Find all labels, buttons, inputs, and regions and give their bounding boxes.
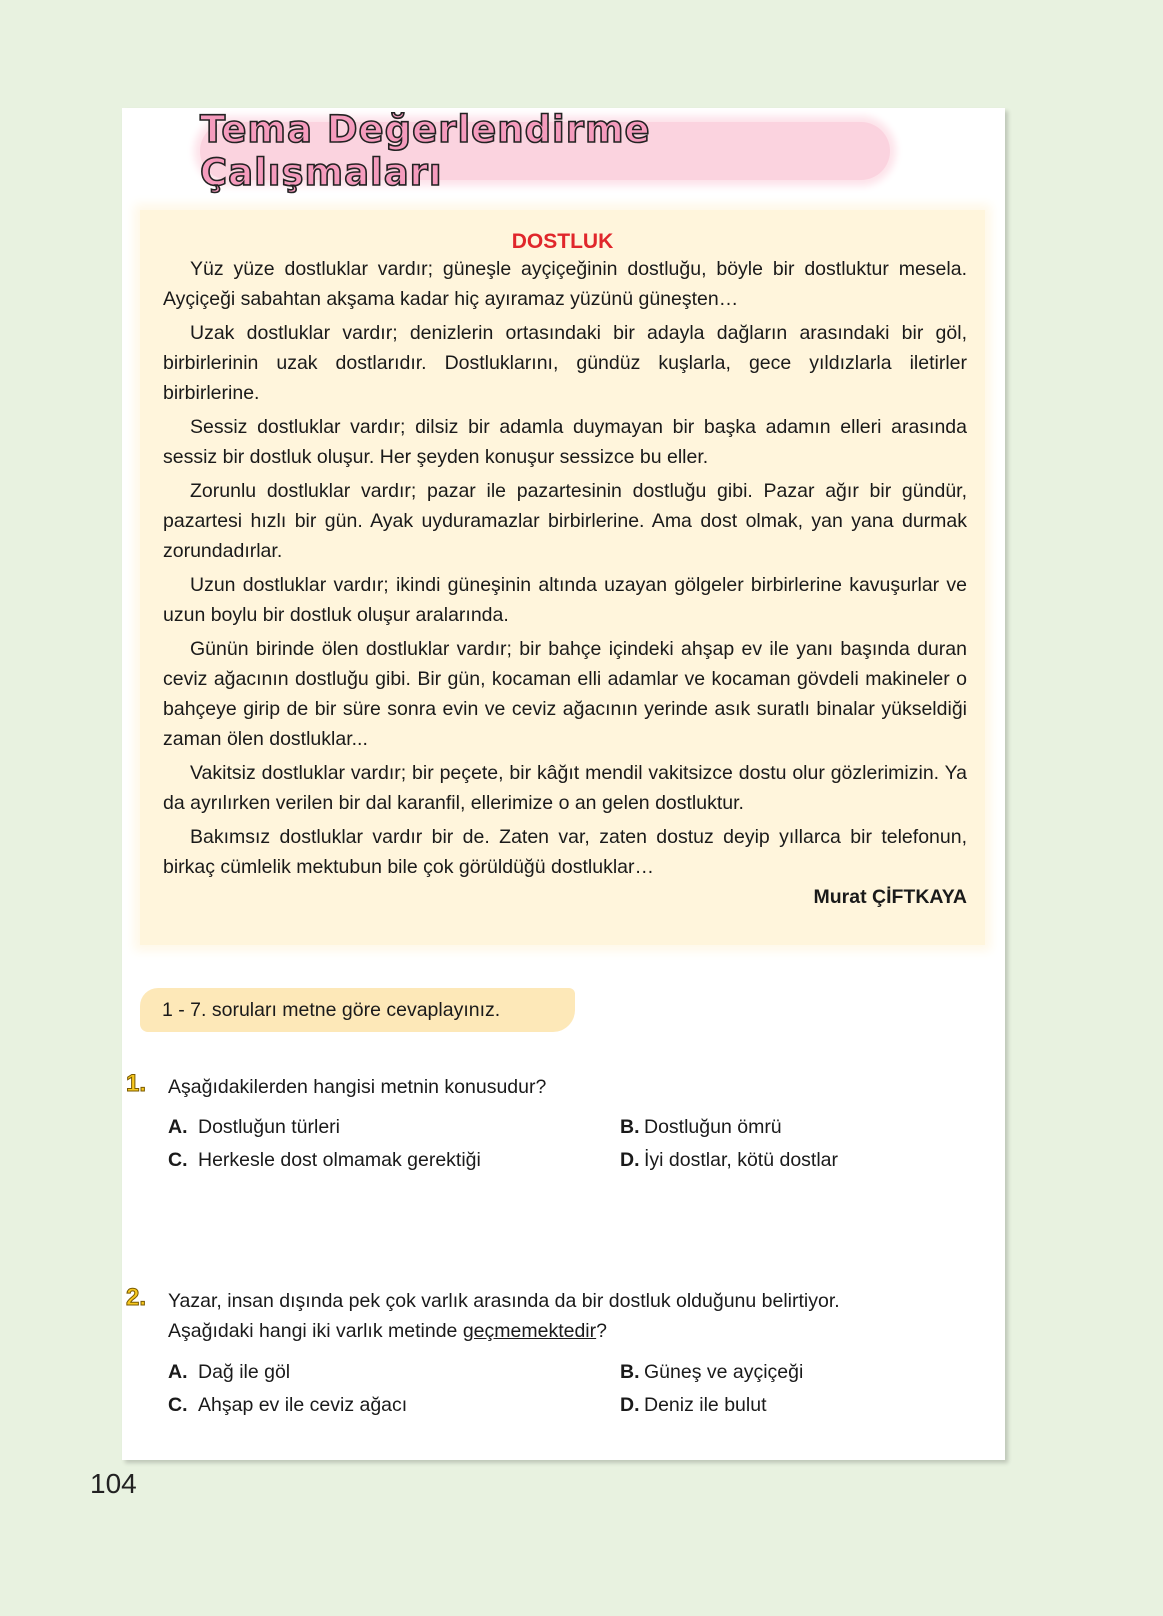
option-text: Ahşap ev ile ceviz ağacı xyxy=(198,1394,408,1416)
option-text: Dostluğun türleri xyxy=(198,1116,340,1138)
option-letter: C. xyxy=(168,1149,188,1171)
option-a[interactable] xyxy=(168,1112,340,1142)
passage-author: Murat ÇİFTKAYA xyxy=(813,886,967,908)
passage-paragraph: Uzak dostluklar vardır; denizlerin ortasındaki bir adayla dağların arasındaki bir göl, birbirlerinin uzak dostlarıdır. Dostluklarını, gündüz kuşlarla, gece yıldızlarla iletirler birbirlerine. xyxy=(163,322,967,404)
option-letter: A. xyxy=(168,1116,188,1138)
passage-paragraph: Günün birinde ölen dostluklar vardır; bir bahçe içindeki ahşap ev ile yanı başında duran ceviz ağacının dostluğu gibi. Bir gün, kocaman elli adamlar ve kocaman gövdeli makineler o bahçeye girip de bir süre sonra evin ve ceviz ağacının yerinde asık suratlı binalar yükseldiği zaman ölen dostluklar... xyxy=(163,638,967,750)
question-mark: ? xyxy=(596,1320,607,1342)
option-letter: D. xyxy=(620,1149,640,1171)
section-title-banner xyxy=(200,108,890,194)
passage-paragraph: Bakımsız dostluklar vardır bir de. Zaten var, zaten dostuz deyip yıllarca bir telefonun, birkaç cümlelik mektubun bile çok görüldüğü dostluklar… xyxy=(163,826,967,878)
option-a[interactable] xyxy=(168,1357,290,1387)
section-title: Tema Değerlendirme Çalışmaları xyxy=(200,108,651,194)
page-number: 104 xyxy=(90,1468,137,1499)
option-text: Dostluğun ömrü xyxy=(644,1116,782,1138)
option-letter: B. xyxy=(620,1116,640,1138)
passage-paragraph: Yüz yüze dostluklar vardır; güneşle ayçiçeğinin dostluğu, böyle bir dostluktur mesela. Ayçiçeği sabahtan akşama kadar hiç ayıramaz yüzünü güneşten… xyxy=(163,258,967,310)
option-letter: D. xyxy=(620,1394,640,1416)
option-letter: A. xyxy=(168,1361,188,1383)
option-text: İyi dostlar, kötü dostlar xyxy=(644,1149,839,1171)
option-d[interactable] xyxy=(620,1390,766,1420)
option-text: Güneş ve ayçiçeği xyxy=(644,1361,804,1383)
option-text: Dağ ile göl xyxy=(198,1361,291,1383)
reading-passage xyxy=(140,210,985,945)
option-d[interactable] xyxy=(620,1145,838,1175)
question-number: 1. xyxy=(126,1070,147,1097)
option-b[interactable] xyxy=(620,1357,803,1387)
passage-paragraph: Uzun dostluklar vardır; ikindi güneşinin altında uzayan gölgeler birbirlerine kavuşurlar ve uzun boylu bir dostluk oluşur aralarında. xyxy=(163,574,967,626)
question-text xyxy=(168,1286,968,1346)
question-number: 2. xyxy=(126,1284,147,1311)
underlined-word: geçmemektedir xyxy=(462,1320,597,1342)
passage-paragraph: Zorunlu dostluklar vardır; pazar ile pazartesinin dostluğu gibi. Pazar ağır bir gündür, pazartesi hızlı bir gün. Ayak uyduramazlar birbirlerine. Ama dost olmak, yan yana durmak zorundadırlar. xyxy=(163,480,967,562)
passage-paragraph: Vakitsiz dostluklar vardır; bir peçete, bir kâğıt mendil vakitsizce dostu olur gözlerimizin. Ya da ayrılırken verilen bir dal karanfil, ellerimize o an gelen dostluktur. xyxy=(163,762,967,814)
passage-title: DOSTLUK xyxy=(511,230,614,253)
page xyxy=(122,108,1005,1460)
option-c[interactable] xyxy=(168,1145,481,1175)
question-line: Yazar, insan dışında pek çok varlık arasında da bir dostluk olduğunu belirtiyor. xyxy=(168,1290,840,1312)
option-c[interactable] xyxy=(168,1390,407,1420)
question-text: Aşağıdakilerden hangisi metnin konusudur? xyxy=(168,1076,547,1098)
option-letter: B. xyxy=(620,1361,640,1383)
question-line: Aşağıdaki hangi iki varlık metinde xyxy=(168,1320,463,1342)
option-text: Herkesle dost olmamak gerektiği xyxy=(198,1149,481,1171)
instruction-banner: 1 - 7. soruları metne göre cevaplayınız. xyxy=(140,988,575,1032)
passage-paragraph: Sessiz dostluklar vardır; dilsiz bir adamla duymayan bir başka adamın elleri arasında sessiz bir dostluk oluşur. Her şeyden konuşur sessizce bu eller. xyxy=(163,416,967,468)
option-b[interactable] xyxy=(620,1112,782,1142)
option-letter: C. xyxy=(168,1394,188,1416)
option-text: Deniz ile bulut xyxy=(644,1394,767,1416)
